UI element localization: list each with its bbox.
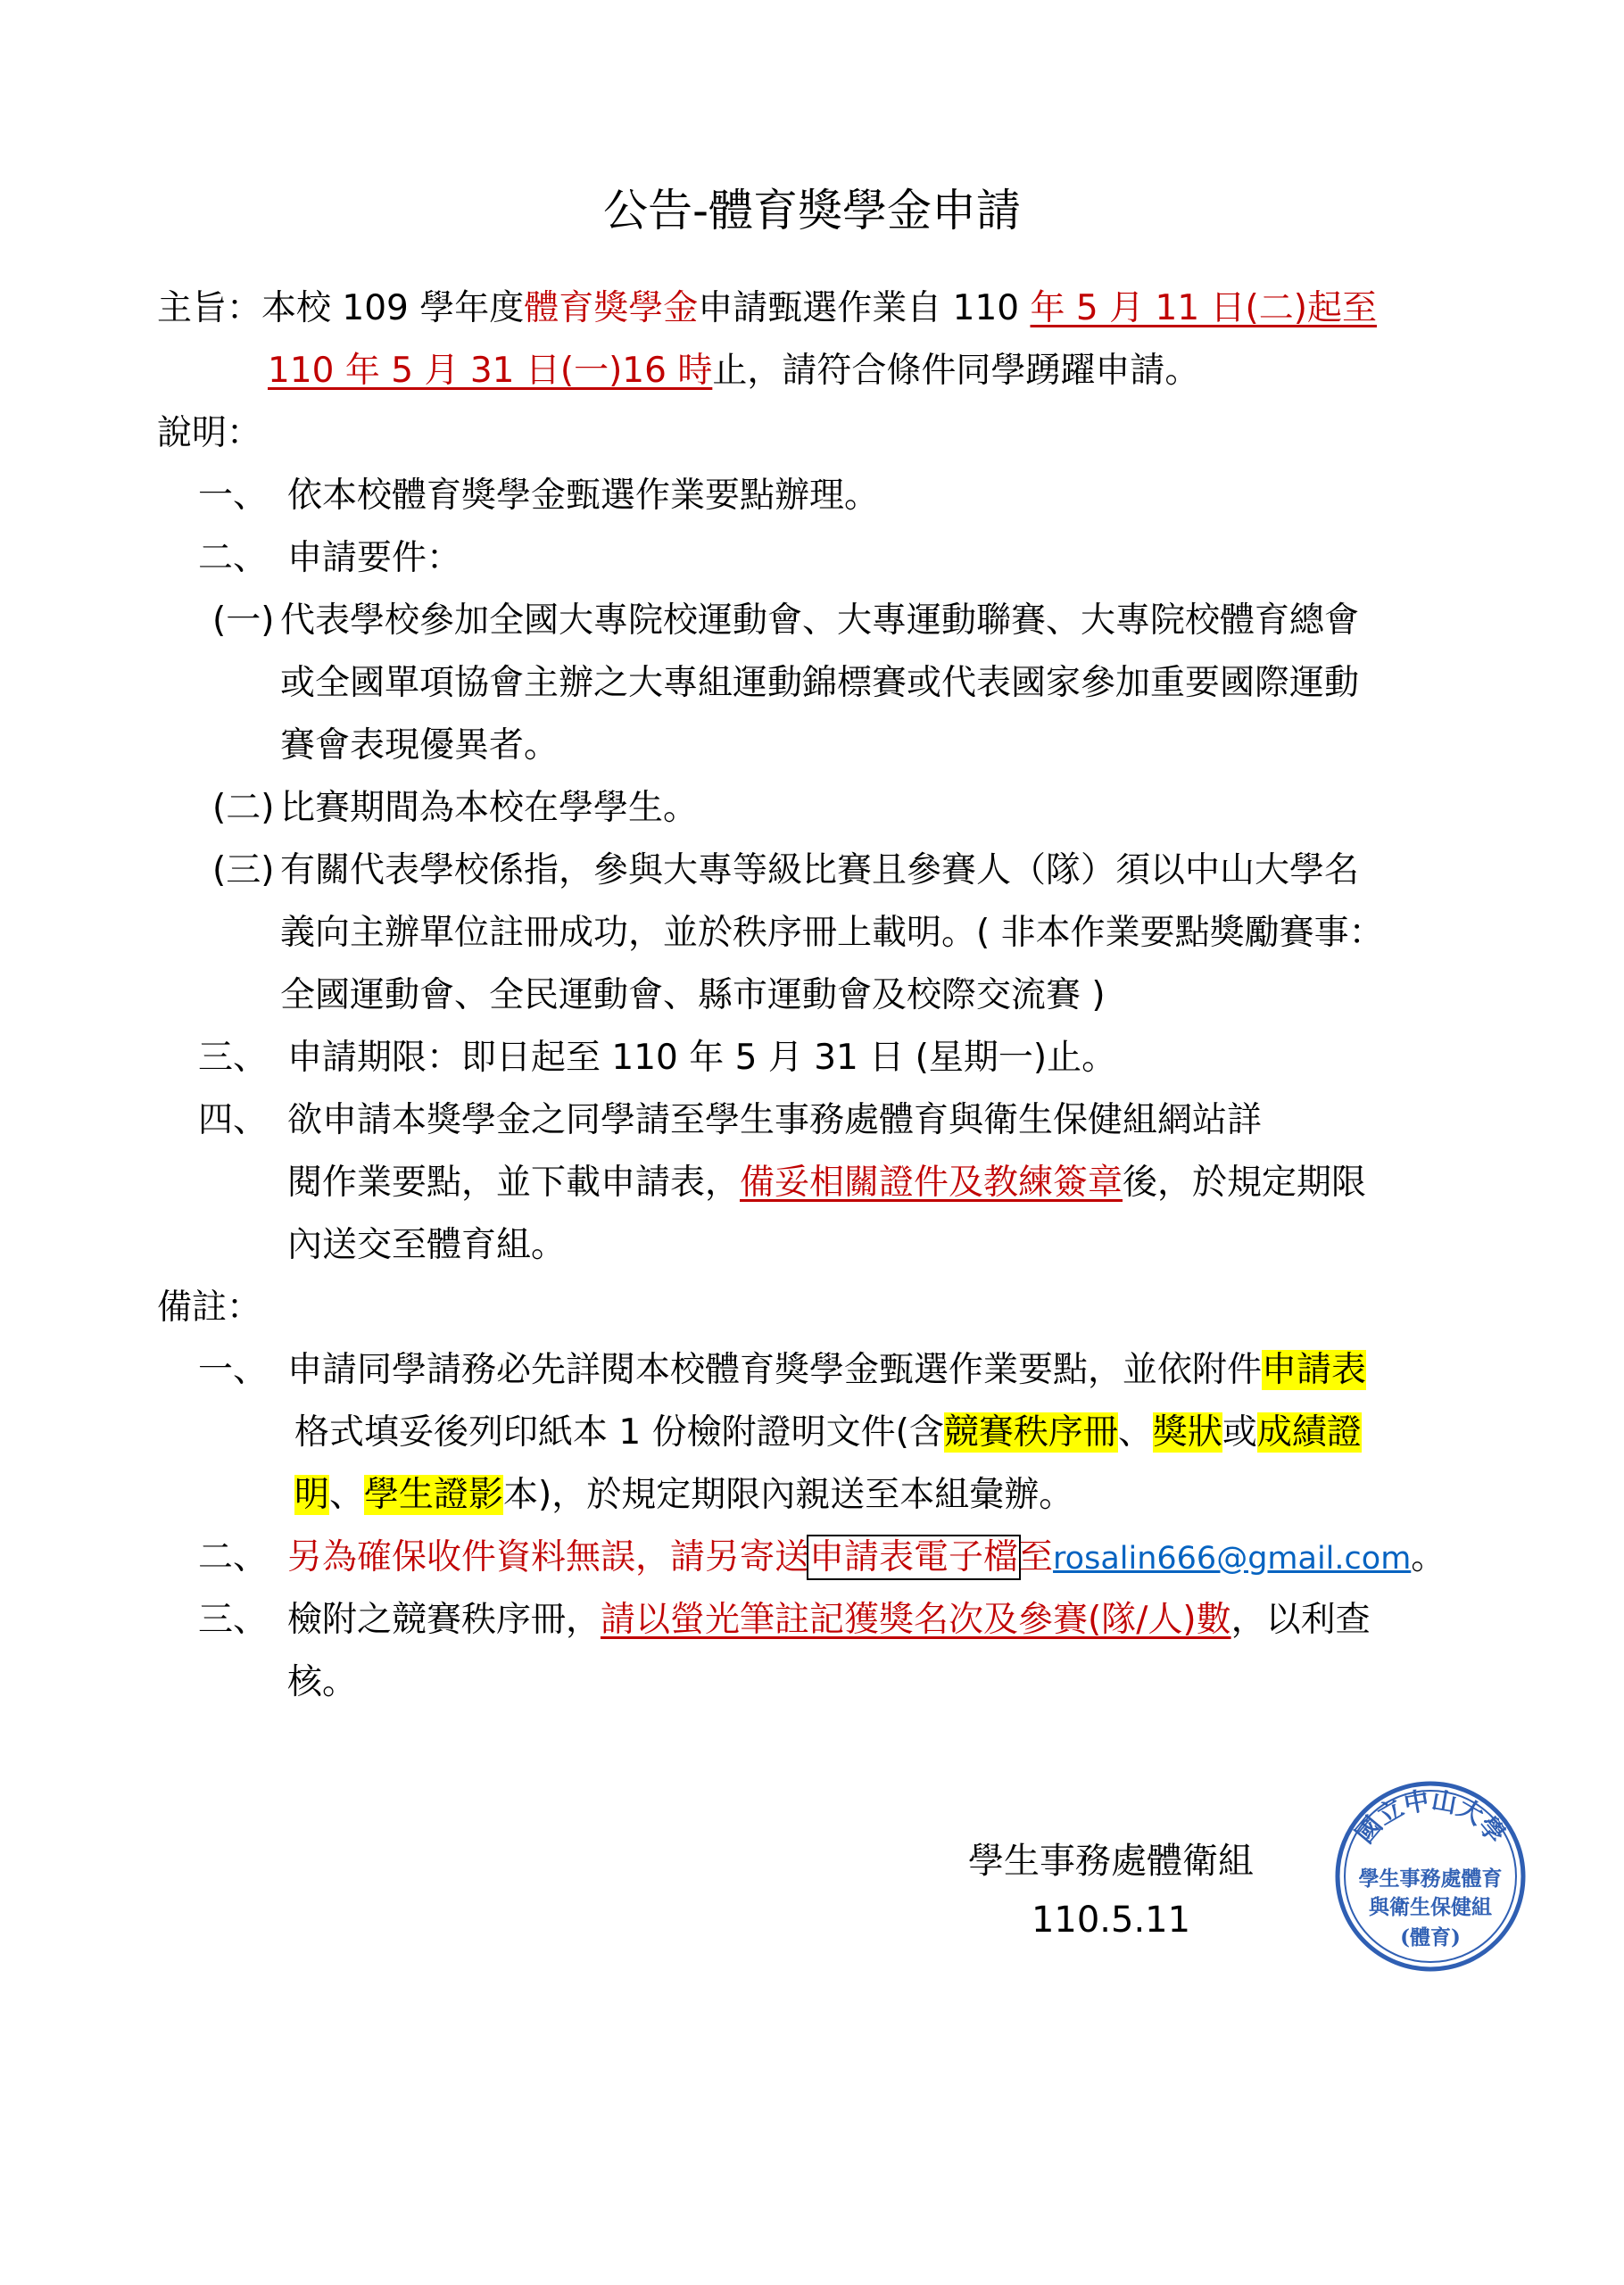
subject-label: 主旨： [157, 288, 262, 328]
note-2-line [287, 1535, 1446, 1582]
signature-unit: 學生事務處體衛組 [968, 1841, 1254, 1882]
note-3-text: ，以利查 [1230, 1600, 1371, 1640]
note-2-boxed-file: 申請表電子檔 [809, 1537, 1019, 1577]
note-3-text: 檢附之競賽秩序冊， [287, 1600, 601, 1640]
note-1-highlight-results: 成績證 [1256, 1412, 1362, 1453]
seal-line-2: 與衛生保健組 [1369, 1895, 1492, 1919]
note-1-highlight-form: 申請表 [1262, 1350, 1367, 1390]
seal-line-1: 學生事務處體育 [1358, 1867, 1503, 1891]
item-4-text: 後，於規定期限 [1123, 1163, 1367, 1203]
explain-item-1: 依本校體育獎學金甄選作業要點辦理。 [287, 476, 880, 516]
requirement-1-line-2: 或全國單項協會主辦之大專組運動錦標賽或代表國家參加重要國際運動 [280, 663, 1360, 703]
explain-item-2: 申請要件： [287, 538, 462, 578]
requirement-3-number: (三) [212, 850, 275, 890]
item-4-emphasis: 備妥相關證件及教練簽章 [740, 1163, 1123, 1203]
subject-line-2 [268, 348, 1199, 394]
seal-top-textpath: 國立中山大學 [1349, 1785, 1512, 1850]
seal-stamp [1332, 1778, 1529, 1975]
note-1-highlight-program: 競賽秩序冊 [943, 1412, 1118, 1453]
email-link[interactable]: rosalin666@gmail.com [1053, 1541, 1412, 1577]
note-2-end: 。 [1411, 1537, 1446, 1577]
note-1-text: 格式填妥後列印紙本 1 份檢附證明文件(含 [294, 1412, 944, 1453]
subject-text: 申請甄選作業自 110 [698, 288, 1031, 328]
note-1-highlight-results-end: 明 [294, 1475, 330, 1515]
subject-text: 止，請符合條件同學踴躍申請。 [712, 351, 1200, 391]
subject-highlight-scholarship: 體育獎學金 [524, 288, 699, 328]
subject-date-start: 年 5 月 11 日(二)起至 [1030, 288, 1377, 328]
note-1-text: 、 [329, 1475, 365, 1515]
requirement-2-number: (二) [212, 788, 275, 828]
note-1-line-1 [287, 1347, 1366, 1394]
note-1-highlight-student-id: 學生證影 [364, 1475, 504, 1515]
explain-item-2-number: 二、 [198, 538, 269, 578]
page-title: 公告-體育獎學金申請 [602, 185, 1022, 236]
requirement-3-line-1: 有關代表學校係指，參與大專等級比賽且參賽人（隊）須以中山大學名 [280, 850, 1360, 890]
note-1-text: 申請同學請務必先詳閱本校體育獎學金甄選作業要點，並依附件 [287, 1350, 1263, 1390]
subject-line-1 [157, 286, 1377, 332]
seal-top-text [1350, 1785, 1512, 1849]
requirement-1-line-1: 代表學校參加全國大專院校運動會、大專運動聯賽、大專院校體育總會 [280, 600, 1360, 641]
note-3-line-1 [287, 1597, 1371, 1643]
note-3-number: 三、 [198, 1600, 269, 1640]
explain-label: 說明： [157, 413, 262, 453]
note-3-line-2: 核。 [287, 1662, 358, 1702]
requirement-2: 比賽期間為本校在學學生。 [280, 788, 699, 828]
note-1-text: 本)，於規定期限內親送至本組彙辦。 [503, 1475, 1074, 1515]
note-1-text: 或 [1222, 1412, 1257, 1453]
item-4-text: 閱作業要點，並下載申請表， [287, 1163, 741, 1203]
note-1-line-3 [294, 1472, 1073, 1519]
note-1-highlight-certificate: 獎狀 [1152, 1412, 1222, 1453]
explain-item-1-number: 一、 [198, 476, 269, 516]
seal-line-3: (體育) [1400, 1925, 1461, 1950]
note-2-text: 另為確保收件資料無誤，請另寄送 [287, 1537, 810, 1577]
note-1-number: 一、 [198, 1350, 269, 1390]
requirement-3-line-2: 義向主辦單位註冊成功，並於秩序冊上載明。( 非本作業要點獎勵賽事： [280, 913, 1384, 953]
requirement-1-number: (一) [212, 600, 275, 641]
notes-label: 備註： [157, 1287, 262, 1328]
note-3-emphasis: 請以螢光筆註記獲獎名次及參賽(隊/人)數 [601, 1600, 1231, 1640]
note-2-number: 二、 [198, 1537, 269, 1577]
subject-date-end: 110 年 5 月 31 日(一)16 時 [268, 351, 713, 391]
explain-item-4-line-1: 欲申請本獎學金之同學請至學生事務處體育與衛生保健組網站詳 [287, 1100, 1263, 1140]
note-1-line-2 [294, 1410, 1362, 1456]
note-1-text: 、 [1117, 1412, 1153, 1453]
explain-item-3-number: 三、 [198, 1038, 269, 1078]
subject-text: 本校 109 學年度 [261, 288, 525, 328]
requirement-3-line-3: 全國運動會、全民運動會、縣市運動會及校際交流賽 ) [280, 975, 1106, 1015]
note-2-text: 至 [1018, 1537, 1054, 1577]
explain-item-4-line-2 [287, 1160, 1366, 1206]
requirement-1-line-3: 賽會表現優異者。 [280, 725, 559, 766]
explain-item-3: 申請期限：即日起至 110 年 5 月 31 日 (星期一)止。 [287, 1038, 1117, 1078]
signature-date: 110.5.11 [1031, 1900, 1191, 1941]
explain-item-4-number: 四、 [198, 1100, 269, 1140]
explain-item-4-line-3: 內送交至體育組。 [287, 1225, 567, 1265]
